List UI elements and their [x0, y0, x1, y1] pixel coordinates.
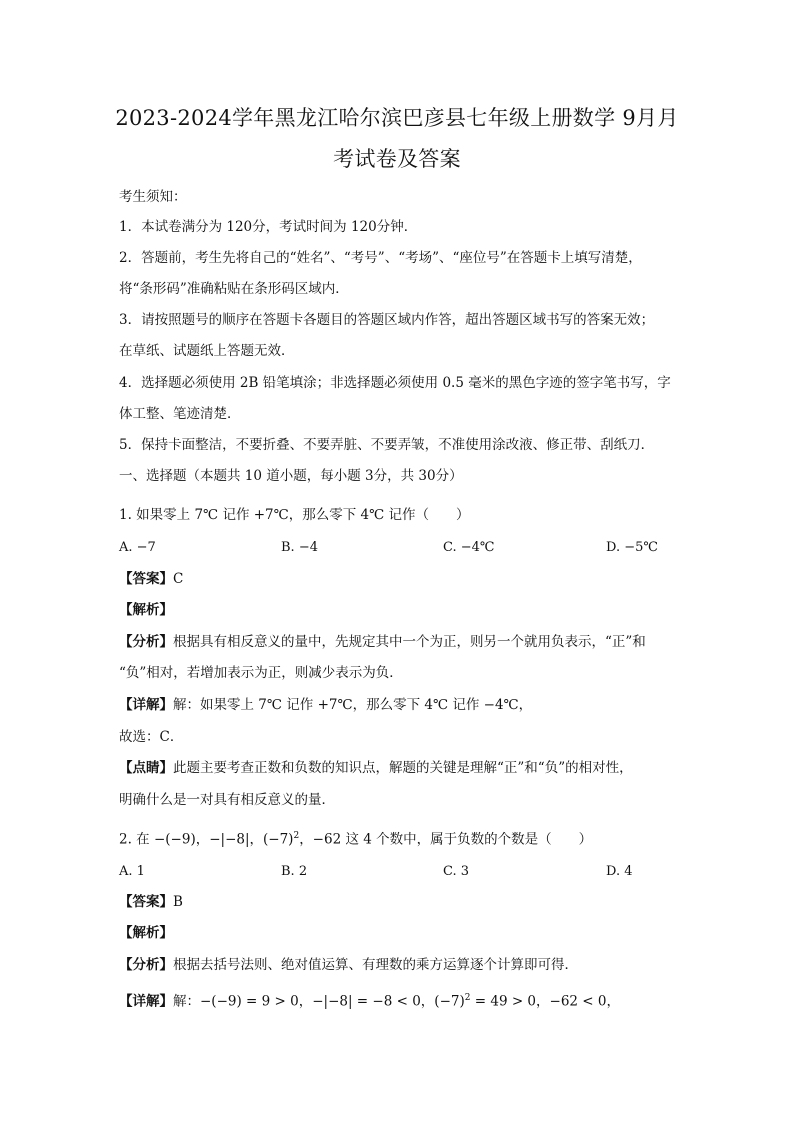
stem-exponent: 2 — [293, 831, 300, 841]
option-b: B. −4 — [281, 540, 318, 555]
comment-tag: 【点睛】 — [119, 760, 173, 776]
detail-suffix: = 49 > 0，−62 < 0， — [470, 993, 620, 1010]
notice-heading: 考生须知： — [119, 189, 187, 205]
fenxi-tag: 【分析】 — [119, 634, 173, 650]
notice-2: 2．答题前，考生先将自己的“姓名”、“考号”、“考场”、“座位号”在答题卡上填写清楚， — [119, 250, 642, 266]
detail-prefix: 解：−(−9) = 9 > 0，−|−8| = −8 < 0，(−7) — [173, 993, 465, 1010]
question-1-fenxi-cont: “负”相对，若增加表示为正，则减少表示为负． — [119, 665, 403, 681]
answer-value: B — [173, 894, 183, 910]
option-a: A. −7 — [119, 540, 156, 555]
option-c: C. 3 — [443, 864, 470, 879]
fenxi-text: 根据去括号法则、绝对值运算、有理数的乘方运算逐个计算即可得． — [173, 957, 578, 973]
stem-suffix: ，−62 这 4 个数中，属于负数的个数是（ ） — [299, 831, 593, 848]
question-1-detail — [119, 695, 679, 715]
comment-text: 此题主要考查正数和负数的知识点，解题的关键是理解“正”和“负”的相对性， — [173, 760, 633, 776]
question-2-fenxi — [119, 955, 679, 975]
question-1-fenxi — [119, 632, 679, 652]
question-1-stem: 1. 如果零上 7℃ 记作 +7℃，那么零下 4℃ 记作（ ） — [119, 507, 470, 523]
answer-value: C — [173, 571, 184, 587]
question-2-stem — [119, 826, 679, 850]
option-c: C. −4℃ — [443, 540, 495, 555]
option-d: D. −5℃ — [606, 540, 658, 555]
detail-text: 解：如果零上 7℃ 记作 +7℃，那么零下 4℃ 记作 −4℃， — [173, 697, 533, 713]
notice-5: 5．保持卡面整洁，不要折叠、不要弄脏、不要弄皱，不准使用涂改液、修正带、刮纸刀． — [119, 437, 655, 453]
analysis-tag: 【解析】 — [119, 602, 173, 618]
question-1-choose: 故选：C． — [119, 729, 184, 745]
stem-prefix: 2. 在 −(−9)，−|−8|，(−7) — [119, 831, 294, 848]
notice-4-cont: 体工整、笔迹清楚． — [119, 406, 241, 422]
analysis-tag: 【解析】 — [119, 925, 173, 941]
question-1-comment-cont: 明确什么是一对具有相反意义的量． — [119, 792, 335, 808]
detail-tag: 【详解】 — [119, 993, 173, 1010]
notice-1: 1．本试卷满分为 120分，考试时间为 120分钟． — [119, 219, 418, 235]
notice-4: 4．选择题必须使用 2B 铅笔填涂；非选择题必须使用 0.5 毫米的黑色字迹的签字笔书写，字 — [119, 375, 671, 391]
document-title-line-2: 考试卷及答案 — [333, 147, 461, 171]
answer-tag: 【答案】 — [119, 571, 173, 587]
section-heading: 一、选择题（本题共 10 道小题，每小题 3分，共 30分） — [119, 468, 463, 484]
question-1-comment — [119, 758, 679, 778]
detail-exponent: 2 — [464, 993, 471, 1003]
question-2-answer — [119, 892, 679, 912]
notice-3: 3．请按照题号的顺序在答题卡各题目的答题区域内作答，超出答题区域书写的答案无效； — [119, 312, 655, 328]
notice-2-cont: 将“条形码”准确粘贴在条形码区域内． — [119, 281, 349, 297]
option-a: A. 1 — [119, 864, 145, 879]
question-1-analysis-tag — [119, 600, 679, 620]
notice-3-cont: 在草纸、试题纸上答题无效． — [119, 343, 295, 359]
detail-tag: 【详解】 — [119, 697, 173, 713]
answer-tag: 【答案】 — [119, 894, 173, 910]
document-title-line-1: 2023-2024学年黑龙江哈尔滨巴彦县七年级上册数学 9月月 — [115, 106, 679, 130]
question-2-detail — [119, 988, 679, 1012]
option-b: B. 2 — [281, 864, 308, 879]
question-1-answer — [119, 569, 679, 589]
fenxi-tag: 【分析】 — [119, 957, 173, 973]
option-d: D. 4 — [606, 864, 633, 879]
fenxi-text: 根据具有相反意义的量中，先规定其中一个为正，则另一个就用负表示，“正”和 — [173, 634, 646, 650]
question-2-analysis-tag — [119, 923, 679, 943]
